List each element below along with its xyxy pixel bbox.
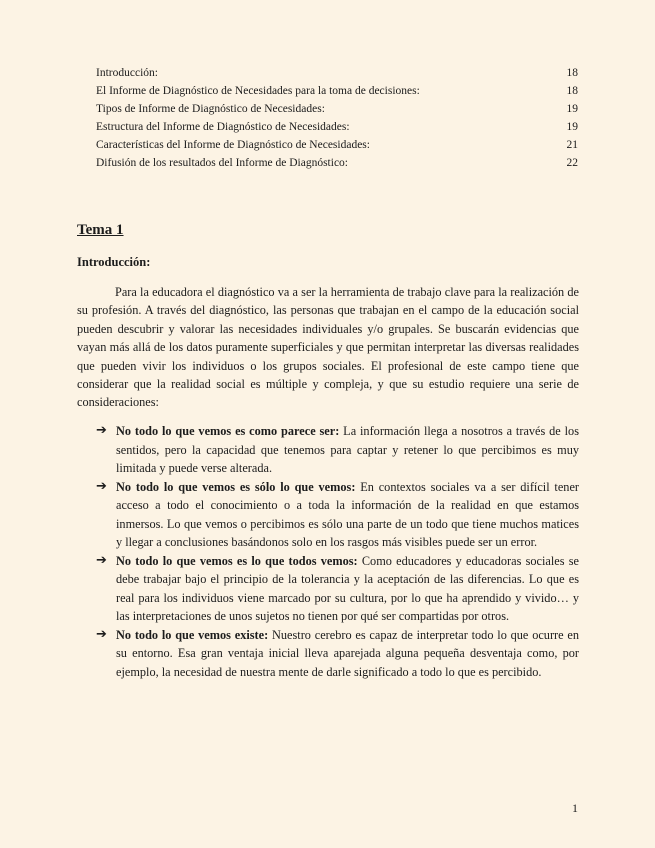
toc-entry-page: 21 <box>566 139 578 151</box>
list-item-text: La información llega a nosotros a través de los sentidos, pero la capacidad que tenemos para captar y retener lo que percibimos es muy limitada y puede verse alterada. <box>116 424 579 475</box>
toc-entry[interactable] <box>96 154 578 172</box>
table-of-contents <box>96 64 578 172</box>
section-subtitle: Introducción: <box>77 255 151 269</box>
list-item-lead: No todo lo que vemos es como parece ser: <box>116 424 340 438</box>
toc-entry[interactable] <box>96 118 578 136</box>
list-item <box>96 478 579 552</box>
toc-entry-title: Tipos de Informe de Diagnóstico de Necesidades: <box>96 103 325 115</box>
toc-entry[interactable] <box>96 100 578 118</box>
arrow-bullet-icon: ➔ <box>96 423 107 438</box>
list-item <box>96 422 579 478</box>
toc-entry-title: Estructura del Informe de Diagnóstico de Necesidades: <box>96 121 350 133</box>
list-item <box>96 626 579 682</box>
list-item-body <box>116 478 579 552</box>
arrow-bullet-icon: ➔ <box>96 478 107 494</box>
list-item-body <box>116 626 579 682</box>
list-item-text: Como educadores y educadoras sociales se debe trabajar bajo el principio de la tolerancia y la aceptación de las diferencias. Lo que es real para los individuos viene marcado por su cultura, por lo que ha aprendido y vivido… y las interpretaciones de unos sujetos no tienen por qué ser compartidas por otros. <box>116 553 579 623</box>
toc-entry[interactable] <box>96 64 578 82</box>
list-item-body <box>116 552 579 626</box>
toc-entry-page: 18 <box>566 85 578 97</box>
list-item-body <box>116 422 579 478</box>
toc-entry[interactable] <box>96 136 578 154</box>
list-item <box>96 552 579 626</box>
list-item-lead: No todo lo que vemos es lo que todos vemos: <box>116 553 358 568</box>
toc-entry-title: El Informe de Diagnóstico de Necesidades para la toma de decisiones: <box>96 85 420 97</box>
toc-entry-title: Introducción: <box>96 67 158 79</box>
arrow-bullet-icon: ➔ <box>96 552 107 568</box>
intro-paragraph: Para la educadora el diagnóstico va a ser la herramienta de trabajo clave para la realización de su profesión. A través del diagnóstico, las personas que trabajan en el campo de la educación social pueden descubrir y valorar las necesidades individuales y/o grupales. Se buscarán evidencias que vayan más allá de los datos puramente superficiales y que permitan interpretar las diversas realidades que pueden vivir los individuos o los grupos sociales. El profesional de este campo tiene que considerar que la realidad social es múltiple y compleja, y que su estudio requiere una serie de consideraciones: <box>77 285 579 410</box>
list-item-text: En contextos sociales va a ser difícil tener acceso a todo el conocimiento o a toda la información de la realidad en que estamos inmersos. Lo que vemos o percibimos es sólo una parte de un todo que tiene muchos matices y llegar a conclusiones basándonos solo en los rasgos más visibles puede ser un error. <box>116 479 580 549</box>
toc-entry-page: 19 <box>566 121 578 133</box>
toc-entry[interactable] <box>96 82 578 100</box>
toc-entry-title: Difusión de los resultados del Informe de Diagnóstico: <box>96 157 348 169</box>
toc-entry-page: 19 <box>566 103 578 115</box>
list-item-text: Nuestro cerebro es capaz de interpretar todo lo que ocurre en su entorno. Esa gran ventaja inicial lleva aparejada alguna pequeña desventaja como, por ejemplo, la necesidad de nuestra mente de darle significado a todo lo que es percibido. <box>116 627 579 679</box>
considerations-list <box>96 422 579 681</box>
toc-entry-page: 22 <box>566 157 578 169</box>
toc-entry-title: Características del Informe de Diagnóstico de Necesidades: <box>96 139 370 151</box>
toc-entry-page: 18 <box>566 67 578 79</box>
arrow-bullet-icon: ➔ <box>96 626 107 642</box>
list-item-lead: No todo lo que vemos existe: <box>116 627 269 642</box>
page-number: 1 <box>572 801 578 815</box>
list-item-lead: No todo lo que vemos es sólo lo que vemos: <box>116 479 356 494</box>
section-title: Tema 1 <box>77 222 124 238</box>
